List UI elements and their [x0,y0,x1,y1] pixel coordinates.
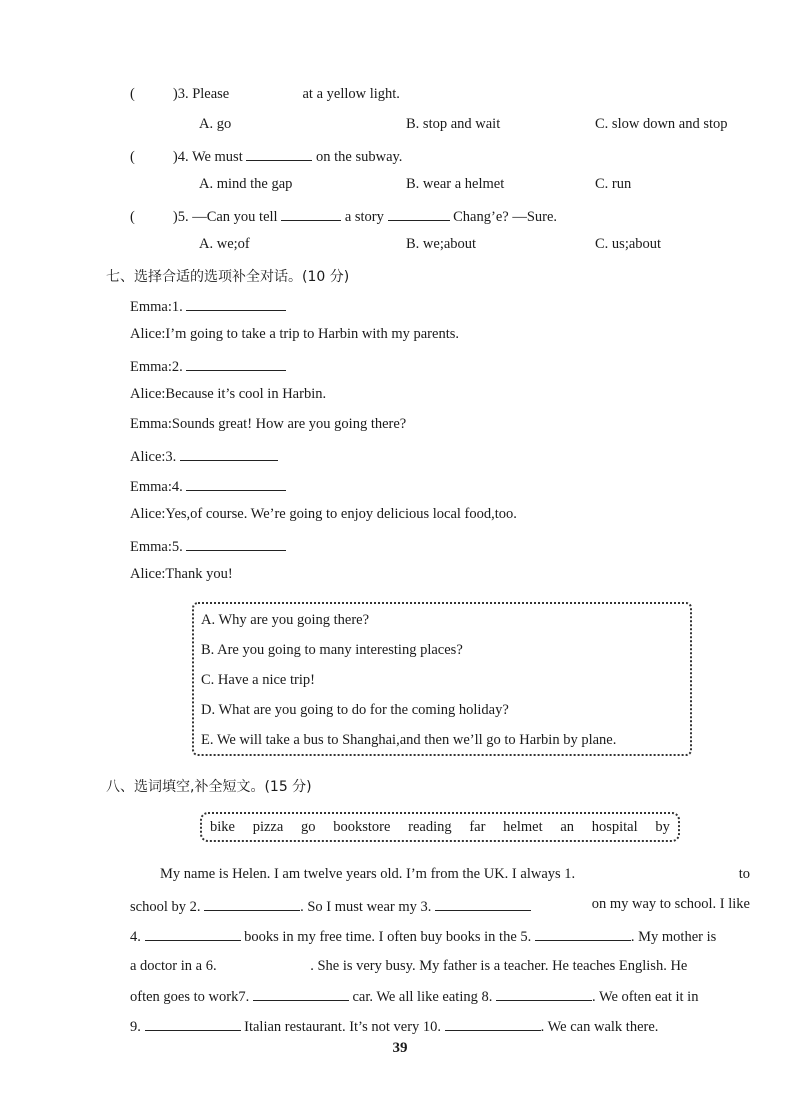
answer-paren-close: ) [172,149,178,165]
dialogue-line-8: Alice:Yes,of course. We’re going to enjoy delicious local food,too. [130,506,517,522]
passage-text: often goes to work7. [130,989,250,1005]
answer-paren-close: ) [172,209,178,225]
option-a: A. mind the gap [199,176,293,192]
word-bank-word: pizza [252,818,284,835]
passage-text: . My mother is [630,929,717,945]
question-number: 5. [177,209,189,225]
question-stem: on the subway. [315,149,403,165]
word-bank-word: an [560,818,575,835]
passage-line-5 [130,986,750,1006]
passage-text: My name is Helen. I am twelve years old. I’m from the UK. I always 1. [160,866,576,882]
passage-text: . She is very busy. My father is a teacher. He teaches English. He [310,958,688,974]
passage-text: 4. [130,929,141,945]
dialogue-line-5: Emma:Sounds great! How are you going there? [130,416,407,432]
question-stem: We must [191,149,243,165]
question-5 [130,206,557,226]
blank-space[interactable] [612,866,702,880]
word-bank-word: hospital [591,818,638,835]
blank-line[interactable] [180,446,278,461]
word-bank [200,812,680,842]
option-b: B. Are you going to many interesting places? [201,642,463,658]
blank-line[interactable] [145,1016,241,1031]
passage-line-2 [130,896,750,916]
passage-text: Italian restaurant. It’s not very 10. [244,1019,442,1035]
passage-text: . We can walk there. [540,1019,659,1035]
dialogue-text: Emma:2. [130,359,183,375]
dialogue-line-1 [130,296,286,316]
passage-text: . So I must wear my 3. [300,899,432,915]
dialogue-line-2: Alice:I’m going to take a trip to Harbin with my parents. [130,326,459,342]
dialogue-line-9 [130,536,286,556]
answer-paren-open: ( [130,209,135,225]
question-4 [130,146,402,166]
section-7-title: 七、选择合适的选项补全对话。(10 分) [106,269,350,285]
blank-line[interactable] [535,926,631,941]
option-c: C. Have a nice trip! [201,672,315,688]
passage-text: . We often eat it in [591,989,699,1005]
question-3 [130,86,400,103]
blank-space[interactable] [220,956,310,970]
dialogue-line-4: Alice:Because it’s cool in Harbin. [130,386,327,402]
question-number: 3. [177,86,189,102]
word-bank-word: reading [408,818,452,835]
question-stem: —Can you tell [192,209,278,225]
blank-line[interactable] [445,1016,541,1031]
word-bank-word: helmet [503,818,543,835]
option-b: B. stop and wait [406,116,501,132]
question-stem: Please [192,86,230,102]
question-number: 4. [177,149,189,165]
dialogue-line-10: Alice:Thank you! [130,566,233,582]
question-stem: a story [344,209,384,225]
blank-line[interactable] [388,206,450,221]
option-c: C. run [595,176,632,192]
option-a: A. go [199,116,232,132]
passage-text: to [738,866,750,882]
dialogue-text: Emma:1. [130,299,183,315]
passage-text: books in my free time. I often buy books in the 5. [244,929,532,945]
passage-line-4 [130,956,750,975]
passage-line-1 [160,866,750,883]
option-c: C. us;about [595,236,662,252]
passage-text: a doctor in a 6. [130,958,217,974]
section-8-title: 八、选词填空,补全短文。(15 分) [106,779,312,795]
question-stem: Chang’e? —Sure. [453,209,558,225]
word-bank-word: far [469,818,486,835]
option-b: B. we;about [406,236,477,252]
blank-line[interactable] [246,146,312,161]
word-bank-word: bookstore [333,818,391,835]
word-bank-word: go [301,818,316,835]
option-b: B. wear a helmet [406,176,505,192]
dialogue-line-6 [130,446,278,466]
answer-paren-open: ( [130,149,135,165]
blank-line[interactable] [186,356,286,371]
blank-line[interactable] [435,896,531,911]
answer-paren-close: ) [172,86,178,102]
passage-line-3 [130,926,750,946]
page-number: 39 [392,1040,408,1056]
passage-text: car. We all like eating 8. [352,989,493,1005]
passage-line-6 [130,1016,750,1036]
dialogue-text: Emma:5. [130,539,183,555]
option-c: C. slow down and stop [595,116,728,132]
option-a: A. Why are you going there? [201,612,370,628]
blank-line[interactable] [186,476,286,491]
word-bank-word: bike [210,818,235,835]
blank-line[interactable] [253,986,349,1001]
answer-paren-open: ( [130,86,135,102]
dialogue-text: Alice:3. [130,449,177,465]
question-stem: at a yellow light. [302,86,400,102]
option-a: A. we;of [199,236,250,252]
blank-line[interactable] [145,926,241,941]
passage-text: school by 2. [130,899,201,915]
passage-text: 9. [130,1019,141,1035]
word-bank-word: by [655,818,670,835]
dialogue-text: Emma:4. [130,479,183,495]
blank-line[interactable] [496,986,592,1001]
option-d: D. What are you going to do for the coming holiday? [201,702,509,718]
dialogue-line-3 [130,356,286,376]
blank-line[interactable] [281,206,341,221]
blank-line[interactable] [186,536,286,551]
dialogue-line-7 [130,476,286,496]
blank-line[interactable] [204,896,300,911]
blank-line[interactable] [186,296,286,311]
passage-text: on my way to school. I like [591,896,750,912]
option-e: E. We will take a bus to Shanghai,and then we’ll go to Harbin by plane. [201,732,617,748]
